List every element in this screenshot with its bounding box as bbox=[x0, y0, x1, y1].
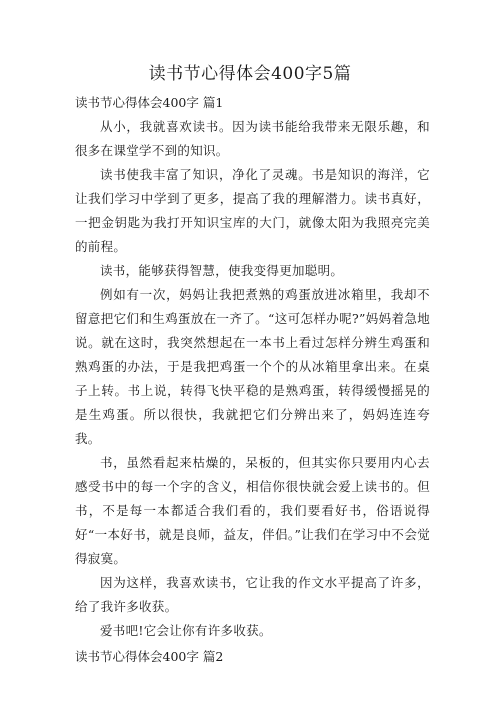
section-heading: 读书节心得体会400字 篇1 bbox=[75, 95, 224, 110]
paragraph: 爱书吧!它会让你有许多收获。 bbox=[100, 623, 272, 638]
document-title: 读书节心得体会400字5篇 bbox=[148, 64, 352, 84]
paragraph: 读书，能够获得智慧，使我变得更加聪明。 bbox=[100, 263, 344, 278]
paragraph: 从小，我就喜欢读书。因为读书能给我带来无限乐趣，和很多在课堂学不到的知识。 bbox=[75, 119, 430, 158]
paragraph: 例如有一次，妈妈让我把煮熟的鸡蛋放进冰箱里，我却不留意把它们和生鸡蛋放在一齐了。“这可怎样办呢?”妈妈着急地说。就在这时，我突然想起在一本书上看过怎样分辨生鸡蛋和熟鸡蛋的办法，于是我把鸡蛋一个个的从冰箱里拿出来。在桌子上转。书上说，转得飞快平稳的是熟鸡蛋，转得缓慢摇晃的是生鸡蛋。所以很快，我就把它们分辨出来了，妈妈连连夸我。 bbox=[75, 287, 430, 446]
paragraph: 书，虽然看起来枯燥的，呆板的，但其实你只要用内心去感受书中的每一个字的含义，相信你很快就会爱上读书的。但书，不是每一本都适合我们看的，我们要看好书，俗语说得好“一本好书，就是良师，益友，伴侣。”让我们在学习中不会觉得寂寞。 bbox=[75, 455, 430, 566]
paragraph: 因为这样，我喜欢读书，它让我的作文水平提高了许多，给了我许多收获。 bbox=[75, 575, 430, 614]
paragraph: 读书使我丰富了知识，净化了灵魂。书是知识的海洋，它让我们学习中学到了更多，提高了我的理解潜力。读书真好，一把金钥匙为我打开知识宝库的大门，就像太阳为我照亮完美的前程。 bbox=[75, 167, 430, 254]
document-body bbox=[75, 91, 430, 669]
section-heading: 读书节心得体会400字 篇2 bbox=[75, 649, 224, 664]
